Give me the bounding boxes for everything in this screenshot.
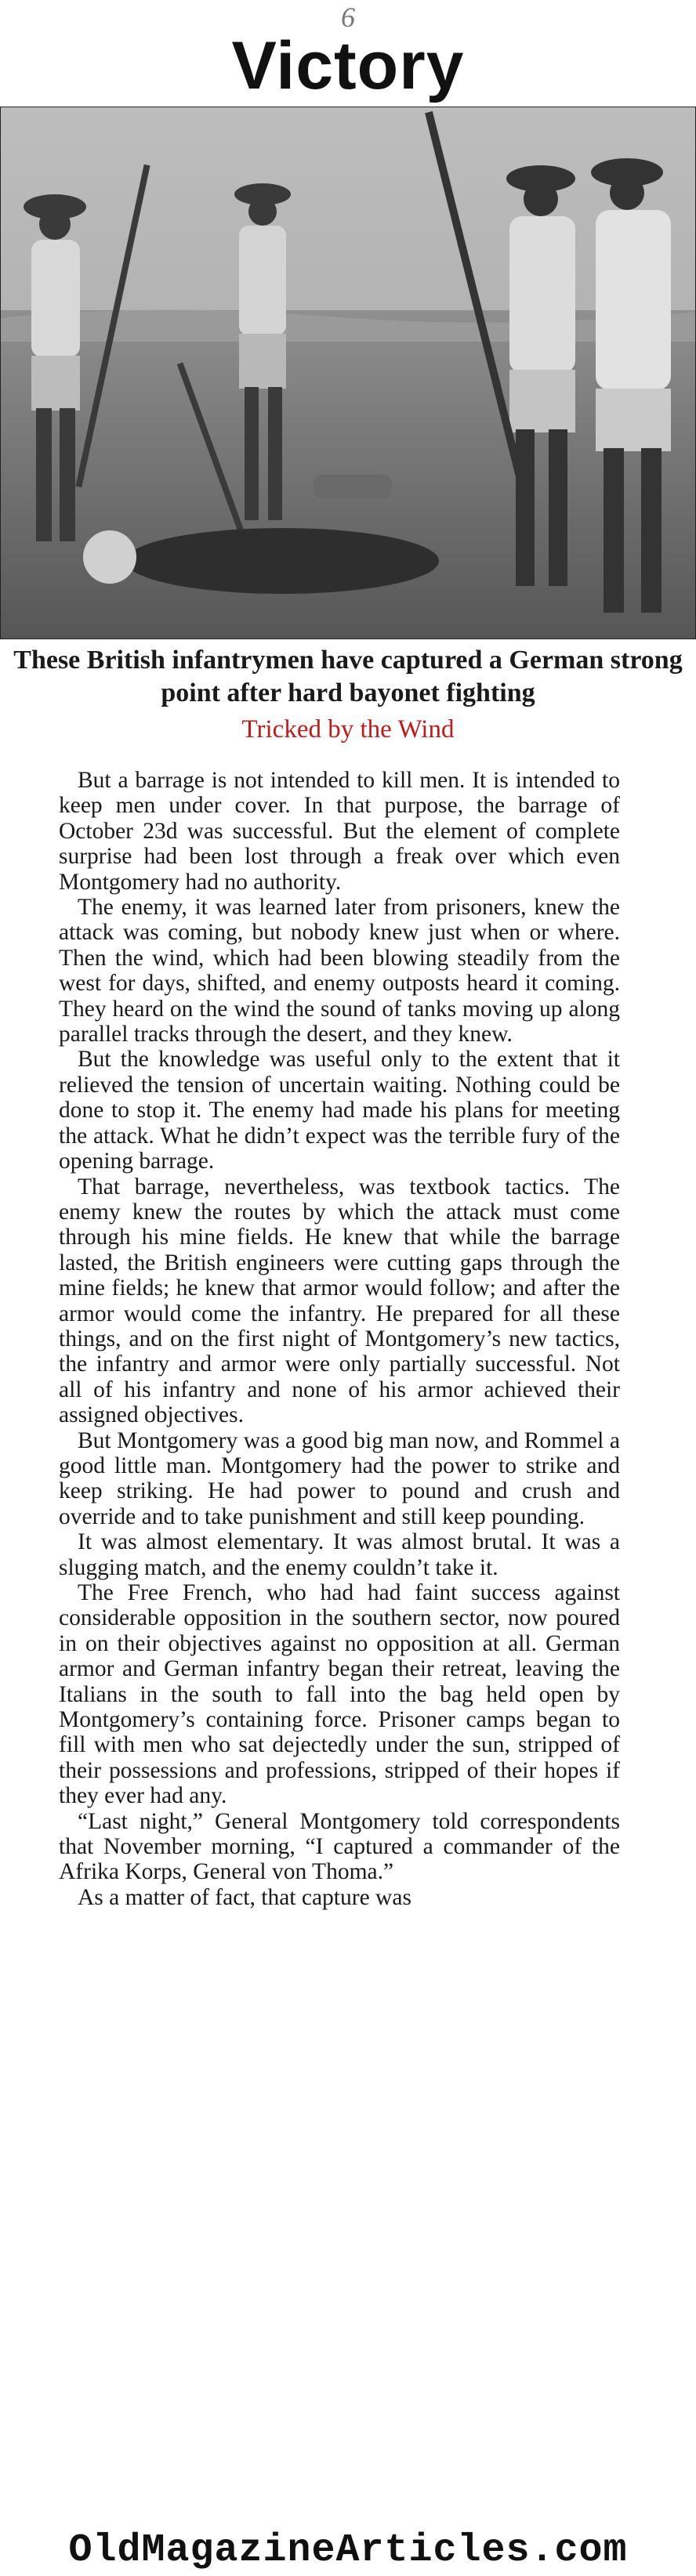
infantry-photo	[0, 107, 696, 639]
article-paragraph: That barrage, nevertheless, was textbook tactics. The enemy knew the routes by which the attack must come through his mine fields. He knew that while the barrage lasted, the British engineers were cutting gaps through the mine fields; he knew that armor would follow; and after the armor would come the infantry. He prepared for all these things, and on the first night of Montgomery’s new tactics, the infantry and armor were only partially successful. Not all of his infantry and none of his armor achieved their assigned objectives.	[59, 1174, 620, 1428]
page-title: Victory	[231, 28, 465, 103]
photo-caption: These British infantrymen have captured a German strong point after hard bayonet fighting	[13, 646, 683, 707]
article-paragraph: The Free French, who had had faint success against considerable opposition in the southern sector, now poured in on their objectives against no opposition at all. German armor and German infantry began their retreat, leaving the Italians in the south to fall into the bag held open by Montgomery’s containing force. Prisoner camps began to fill with men who sat dejectedly under the sun, stripped of their possessions and professions, stripped of their hopes if they ever had any.	[59, 1580, 620, 1809]
article-body	[59, 768, 620, 1910]
article-paragraph: “Last night,” General Montgomery told correspondents that November morning, “I captured a commander of the Afrika Korps, General von Thoma.”	[59, 1808, 620, 1885]
article-paragraph: But a barrage is not intended to kill men. It is intended to keep men under cover. In that purpose, the barrage of October 23d was successful. But the element of complete surprise had been lost through a freak over which even Montgomery had no authority.	[59, 768, 620, 895]
site-footer: OldMagazineArticles.com	[68, 2528, 628, 2573]
article-paragraph: But Montgomery was a good big man now, and Rommel a good little man. Montgomery had the power to strike and keep striking. He had power to pound and crush and override and to take punishment and still keep pounding.	[59, 1427, 620, 1529]
article-paragraph: It was almost elementary. It was almost brutal. It was a slugging match, and the enemy couldn’t take it.	[59, 1529, 620, 1580]
article-paragraph: As a matter of fact, that capture was	[78, 1884, 411, 1910]
section-subhead: Tricked by the Wind	[241, 715, 455, 743]
article-paragraph: The enemy, it was learned later from prisoners, knew the attack was coming, but nobody knew just when or where. Then the wind, which had been blowing steadily from the west for days, shifted, and enemy outposts heard it coming. They heard on the wind the sound of tanks moving up along parallel tracks through the desert, and they knew.	[59, 895, 620, 1047]
page-number: 6	[341, 2, 355, 33]
photo-illustration	[0, 107, 696, 639]
article-paragraph: But the knowledge was useful only to the extent that it relieved the tension of uncertain waiting. Nothing could be done to stop it. The enemy had made his plans for meeting the attack. What he didn’t expect was the terrible fury of the opening barrage.	[59, 1047, 620, 1174]
